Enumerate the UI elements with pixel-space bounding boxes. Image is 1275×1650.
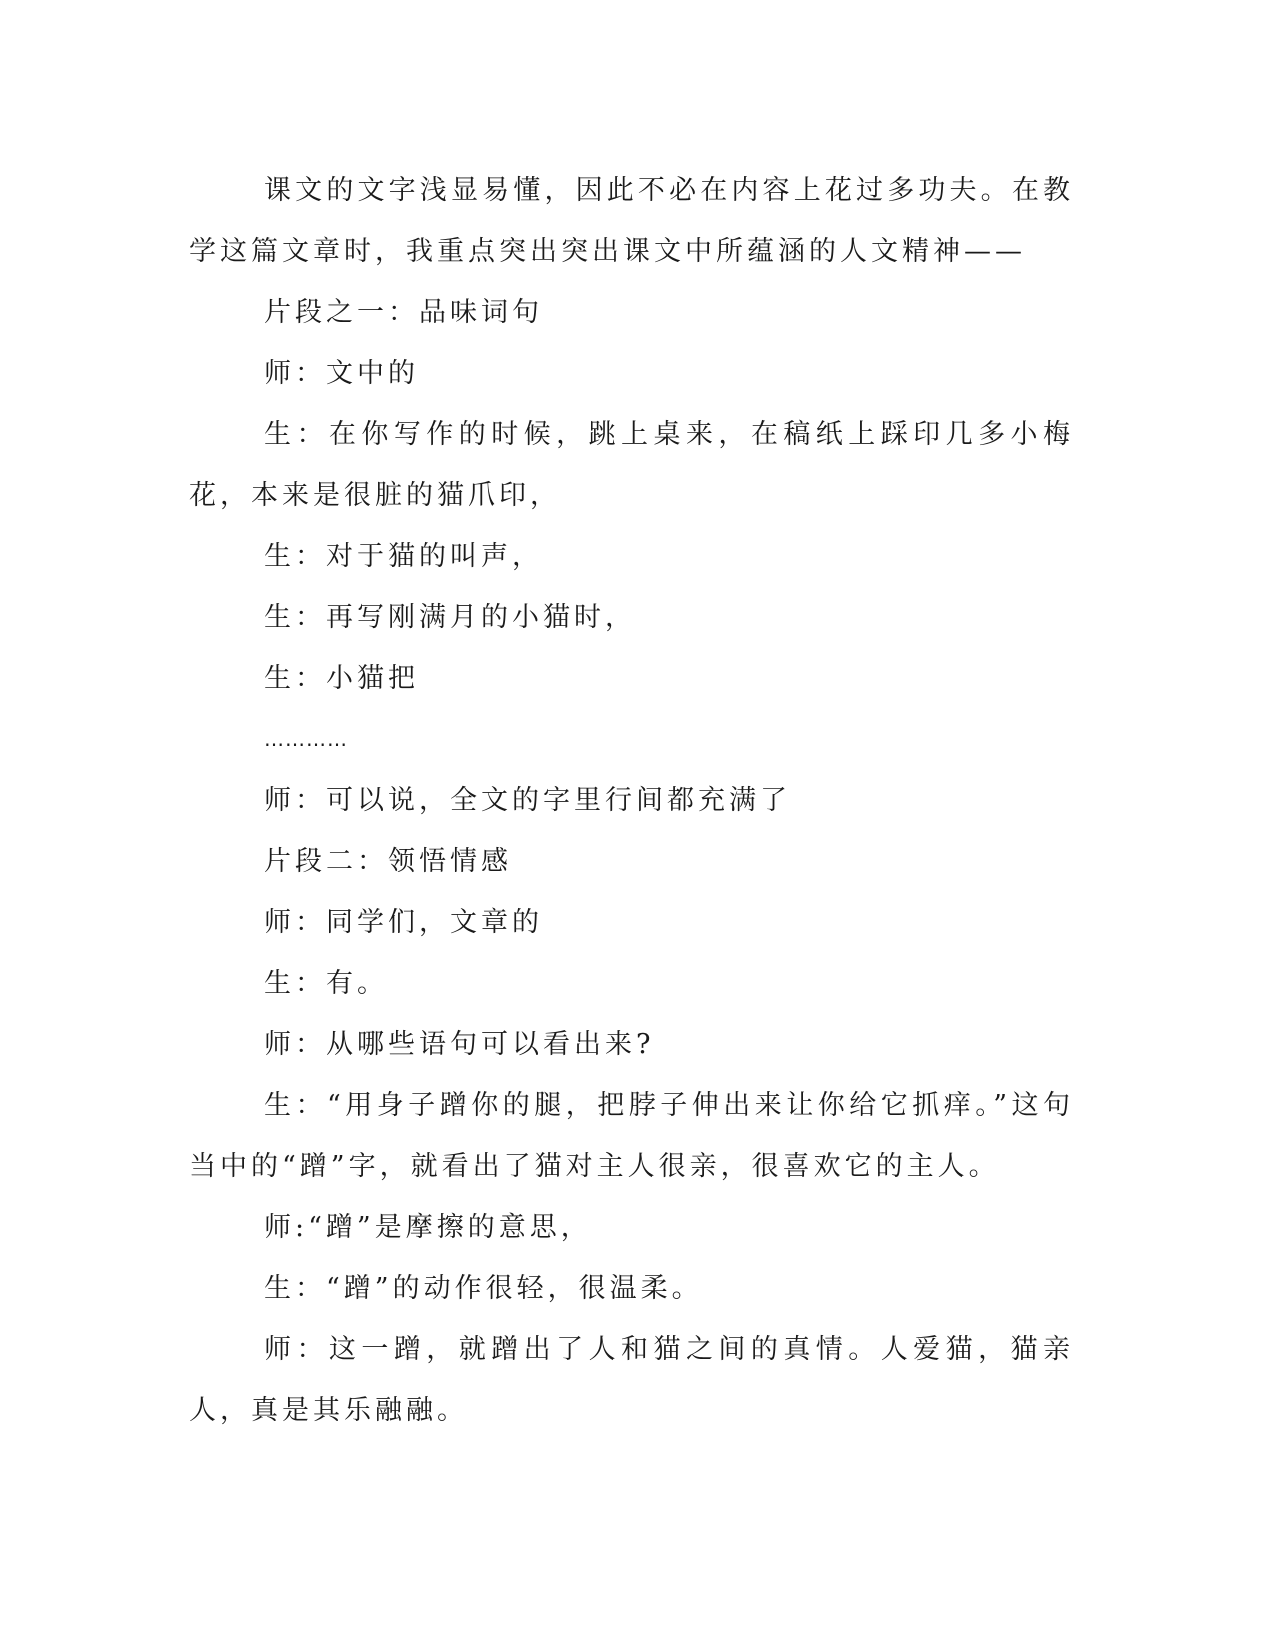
- ellipsis-line: …………: [264, 727, 348, 751]
- dialogue-line: 师:“蹭”是摩擦的意思，: [264, 1212, 592, 1243]
- dialogue-line: 师：文中的: [264, 358, 419, 389]
- dialogue-line: 师：从哪些语句可以看出来?: [264, 1029, 655, 1060]
- dialogue-line: 生：对于猫的叫声，: [264, 541, 543, 572]
- section-heading-2: 片段二：领悟情感: [264, 846, 512, 877]
- dialogue-line: 师：可以说，全文的字里行间都充满了: [264, 785, 791, 816]
- dialogue-line: 生：有。: [264, 968, 388, 999]
- dialogue-line: 生：在你写作的时候，跳上桌来，在稿纸上踩印几多小梅花，本来是很脏的猫爪印，: [189, 419, 1074, 511]
- dialogue-line: 师：同学们，文章的: [264, 907, 543, 938]
- section-heading-1: 片段之一：品味词句: [264, 297, 543, 328]
- document-body: [189, 160, 1074, 1441]
- dialogue-line: 师：这一蹭，就蹭出了人和猫之间的真情。人爱猫，猫亲人，真是其乐融融。: [189, 1334, 1074, 1426]
- dialogue-line: 生：“蹭”的动作很轻，很温柔。: [264, 1273, 703, 1304]
- paragraph-intro: 课文的文字浅显易懂，因此不必在内容上花过多功夫。在教学这篇文章时，我重点突出突出课文中所蕴涵的人文精神——: [189, 175, 1074, 267]
- dialogue-line: 生：“用身子蹭你的腿，把脖子伸出来让你给它抓痒。”这句当中的“蹭”字，就看出了猫对主人很亲，很喜欢它的主人。: [189, 1090, 1074, 1182]
- dialogue-line: 生：小猫把: [264, 663, 419, 694]
- dialogue-line: 生：再写刚满月的小猫时，: [264, 602, 636, 633]
